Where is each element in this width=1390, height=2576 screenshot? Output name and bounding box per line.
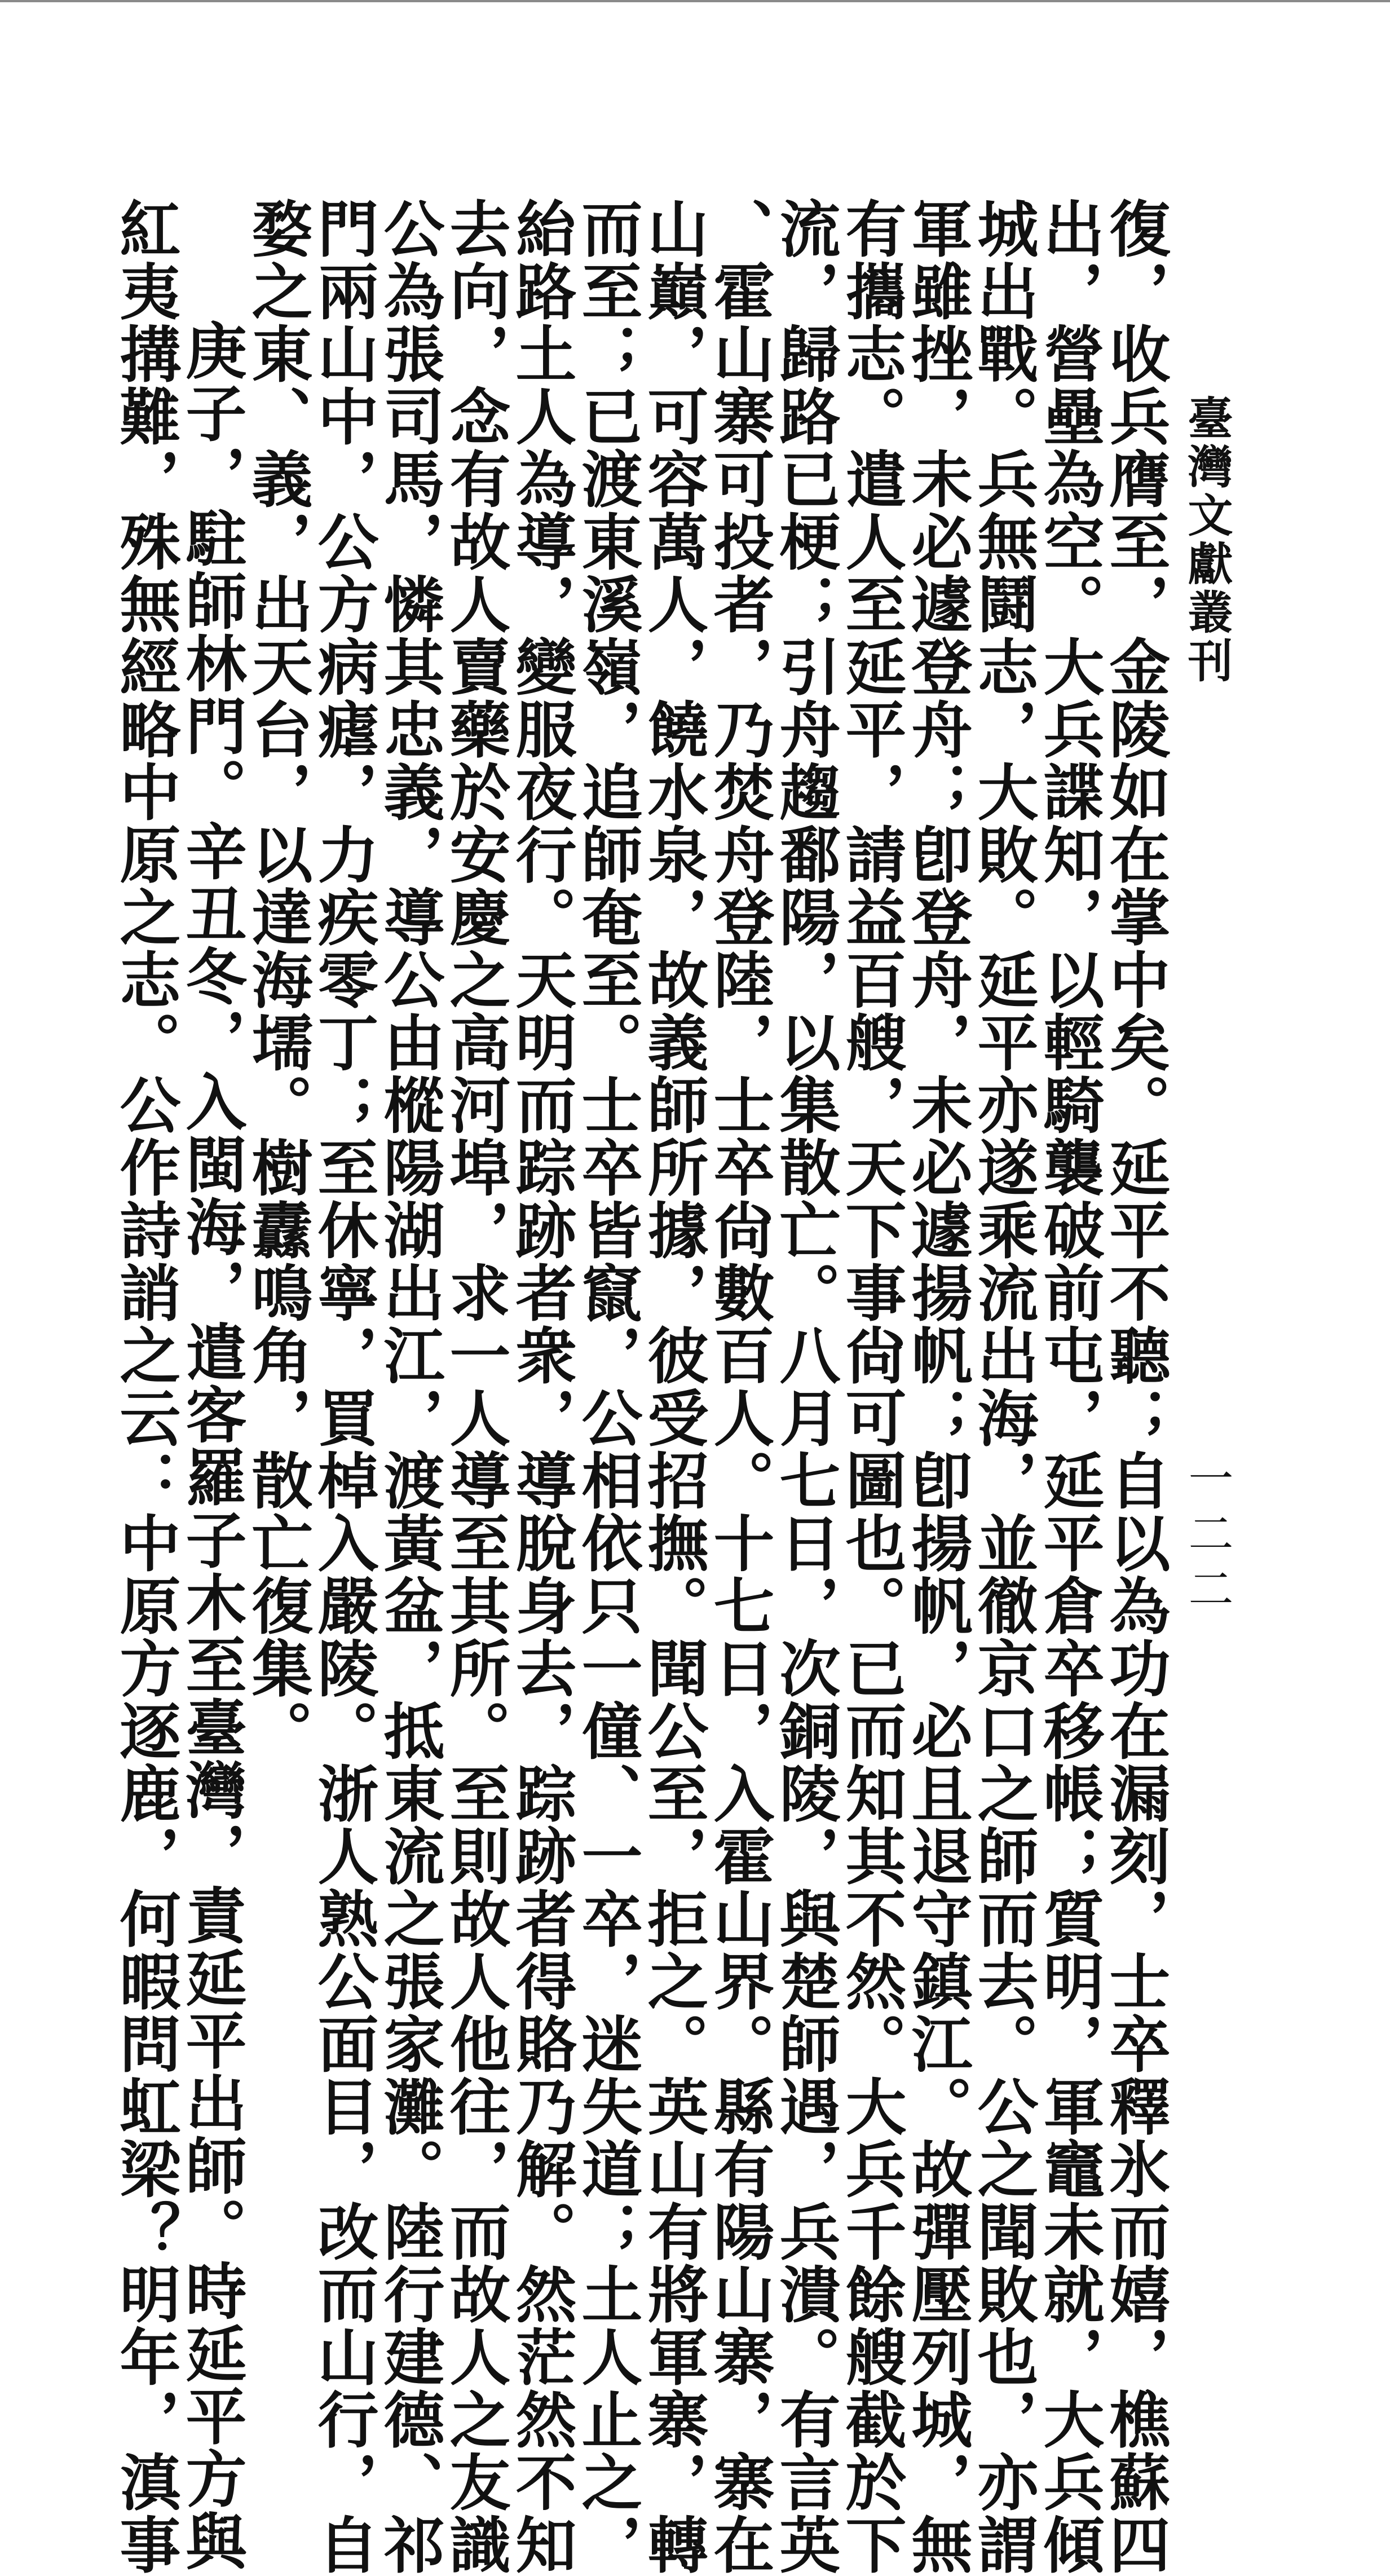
text-column: 而至；已渡東溪嶺，追師奄至。士卒皆竄，公相依只一僮、一卒，迷失道；土人止之， bbox=[571, 197, 642, 2576]
text-column: 紅夷搆難，殊無經略中原之志。公作詩誚之云：中原方逐鹿，何暇問虹梁？明年，滇事 bbox=[109, 197, 180, 2576]
text-column: 門兩山中，公方病瘧，力疾零丁；至休寧，買棹入嚴陵。浙人熟公面目，改而山行，自 bbox=[307, 197, 378, 2576]
body-text bbox=[109, 197, 1170, 2576]
text-column: 出，營壘為空。大兵諜知，以輕騎襲破前屯，延平倉卒移帳；質明，軍竈未就，大兵傾 bbox=[1033, 197, 1104, 2576]
running-head-title: 臺灣文獻叢刊 bbox=[1180, 395, 1233, 686]
text-column: 公為張司馬，憐其忠義，導公由樅陽湖出江，渡黃盆，抵東流之張家灘。陸行建德、祁 bbox=[373, 197, 444, 2576]
text-column: 有攜志。遣人至延平，請益百艘，天下事尙可圖也。已而知其不然。大兵千餘艘截於下 bbox=[835, 197, 906, 2576]
text-column: 、霍山寨可投者，乃焚舟登陸，士卒尙數百人。十七日，入霍山界。縣有陽山寨，寨在 bbox=[703, 197, 774, 2576]
page-number: 一二二 bbox=[1181, 1455, 1233, 1621]
text-column: 復，收兵膺至，金陵如在掌中矣。延平不聽；自以為功在漏刻，士卒釋氷而嬉，樵蘇四 bbox=[1099, 197, 1170, 2576]
text-column: 婺之東、義，出天台，以達海壖。樹纛鳴角，散亡復集。 bbox=[241, 197, 312, 1762]
text-column-indented: 庚子，駐師林門。辛丑冬，入閩海，遣客羅子木至臺灣，責延平出師。時延平方與 bbox=[175, 319, 246, 2573]
top-border-line bbox=[0, 0, 1390, 2]
text-column: 去向，念有故人賣藥於安慶之高河埠，求一人導至其所。至則故人他往，而故人之友識 bbox=[439, 197, 510, 2576]
text-column: 山巔，可容萬人，饒水泉，故義師所據，彼受招撫。聞公至，拒之。英山有將軍寨，轉 bbox=[637, 197, 708, 2576]
text-column: 紿路土人為導，變服夜行。天明而踪跡者衆，導脫身去，踪跡者得賂乃解。然茫然不知 bbox=[505, 197, 576, 2576]
text-column: 流，歸路已梗；引舟趨鄱陽，以集散亡。八月七日，次銅陵，與楚師遇，兵潰。有言英 bbox=[769, 197, 840, 2576]
text-column: 軍雖挫，未必遽登舟；卽登舟，未必遽揚帆；卽揚帆，必且退守鎮江。故彈壓列城，無 bbox=[901, 197, 972, 2576]
text-column: 城出戰。兵無鬪志，大敗。延平亦遂乘流出海，並徹京口之師而去。公之聞敗也，亦謂 bbox=[967, 197, 1038, 2576]
